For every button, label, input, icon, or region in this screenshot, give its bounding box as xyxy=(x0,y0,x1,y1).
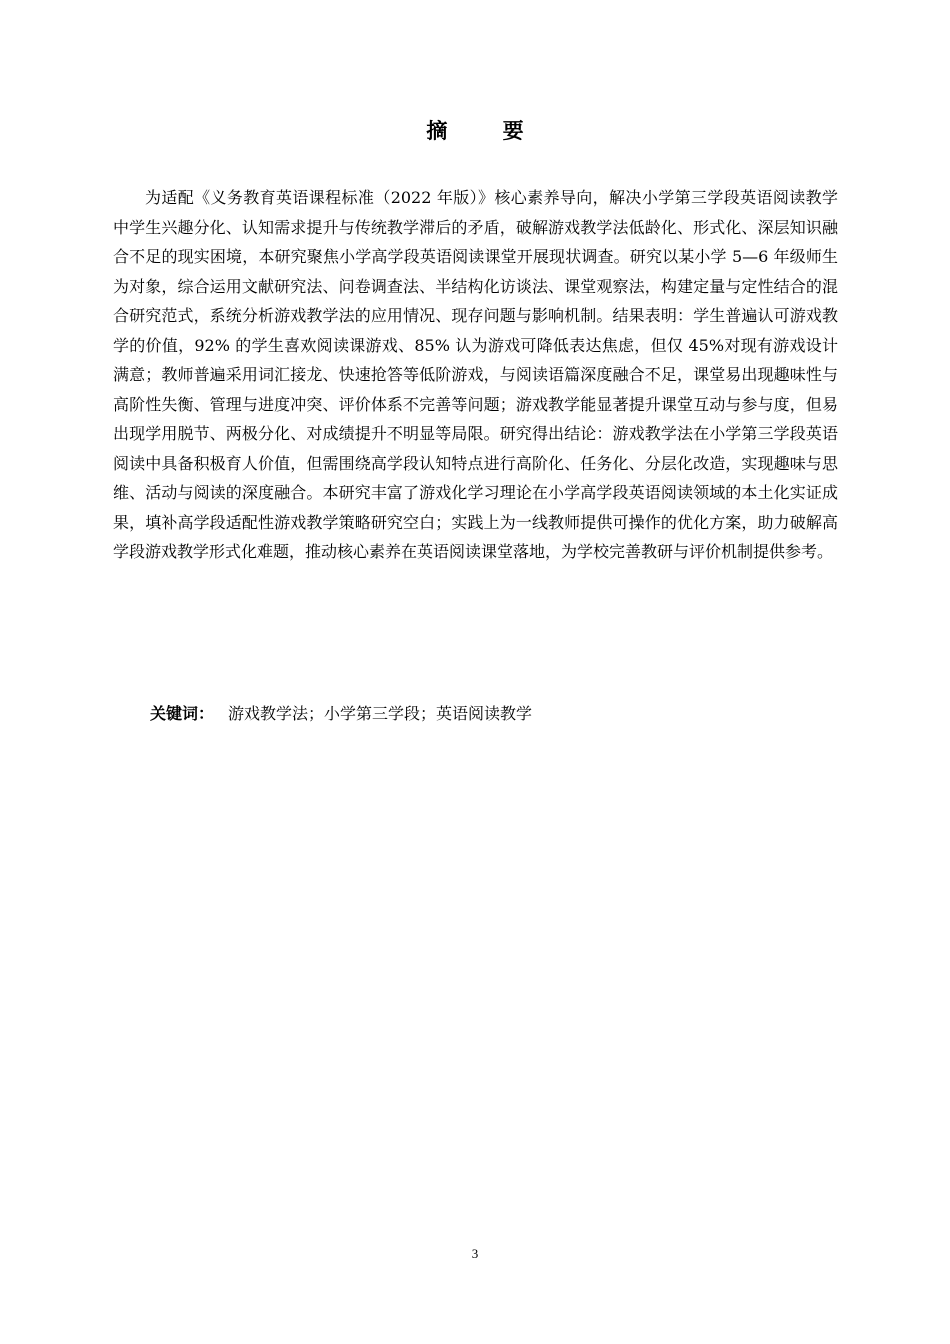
page-number: 3 xyxy=(471,1246,479,1261)
keywords-value: 游戏教学法；小学第三学段；英语阅读教学 xyxy=(228,704,533,723)
keywords-label: 关键词： xyxy=(150,704,215,723)
abstract-title: 摘 要 xyxy=(426,119,548,143)
keywords-line xyxy=(150,699,840,729)
abstract-body: 为适配《义务教育英语课程标准（2022 年版）》核心素养导向，解决小学第三学段英语阅读教学中学生兴趣分化、认知需求提升与传统教学滞后的矛盾，破解游戏教学法低龄化、形式化、深层知识融合不足的现实困境，本研究聚焦小学高学段英语阅读课堂开展现状调查。研究以某小学 5—6 年级师生为对象，综合运用文献研究法、问卷调查法、半结构化访谈法、课堂观察法，构建定量与定性结合的混合研究范式，系统分析游戏教学法的应用情况、现存问题与影响机制。结果表明：学生普遍认可游戏教学的价值，92% 的学生喜欢阅读课游戏、85% 认为游戏可降低表达焦虑，但仅 45%对现有游戏设计满意；教师普遍采用词汇接龙、快速抢答等低阶游戏，与阅读语篇深度融合不足，课堂易出现趣味性与高阶性失衡、管理与进度冲突、评价体系不完善等问题；游戏教学能显著提升课堂互动与参与度，但易出现学用脱节、两极分化、对成绩提升不明显等局限。研究得出结论：游戏教学法在小学第三学段英语阅读中具备积极育人价值，但需围绕高学段认知特点进行高阶化、任务化、分层化改造，实现趣味与思维、活动与阅读的深度融合。本研究丰富了游戏化学习理论在小学高学段英语阅读领域的本土化实证成果，填补高学段适配性游戏教学策略研究空白；实践上为一线教师提供可操作的优化方案，助力破解高学段游戏教学形式化难题，推动核心素养在英语阅读课堂落地，为学校完善教研与评价机制提供参考。 xyxy=(113,188,838,561)
